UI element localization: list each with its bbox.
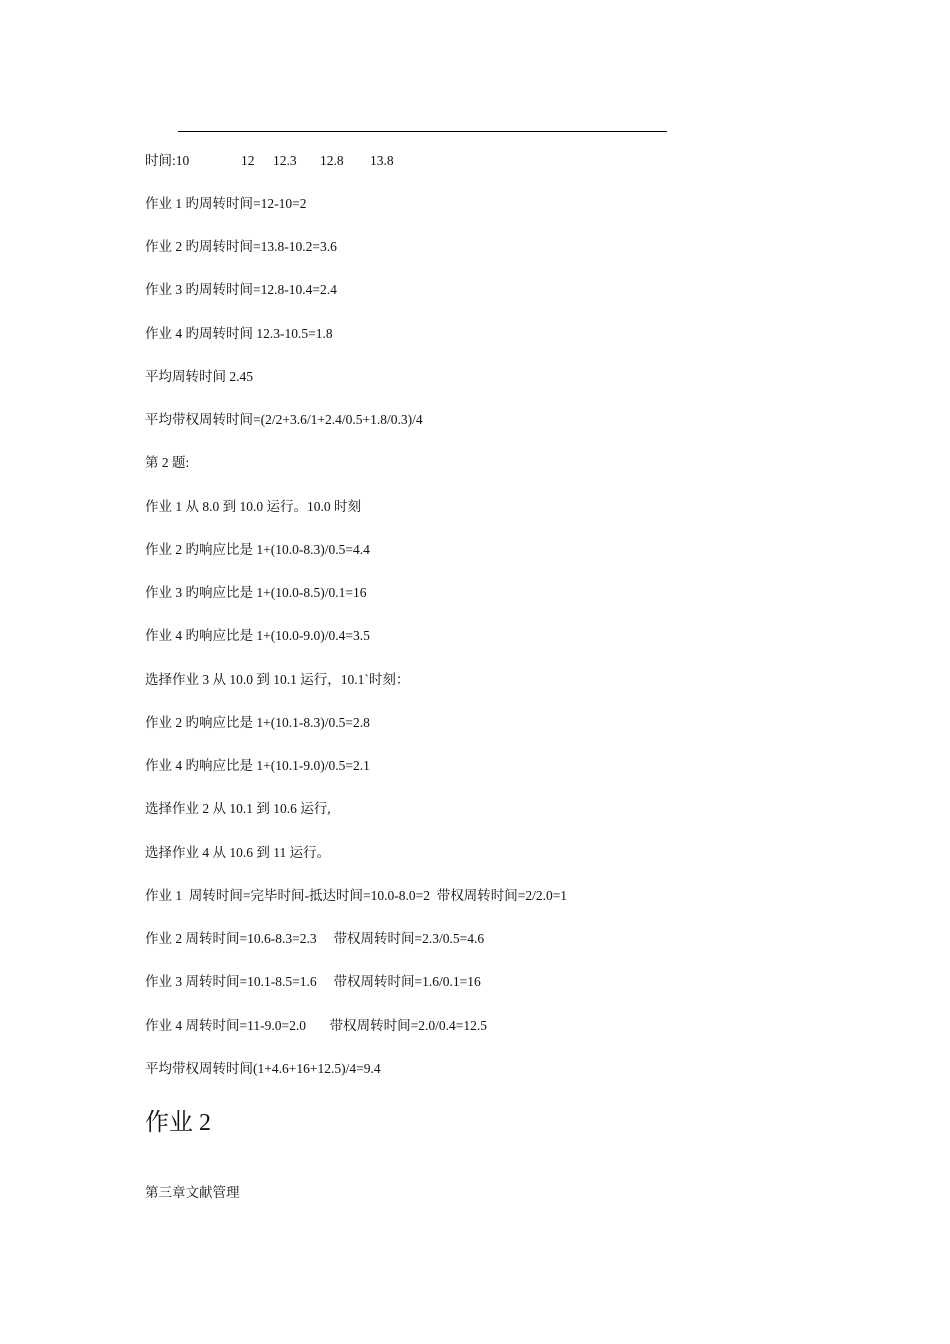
text-line: 平均带权周转时间=(2/2+3.6/1+2.4/0.5+1.8/0.3)/4 — [145, 412, 423, 427]
text-line: 选择作业 4 从 10.6 到 11 运行。 — [145, 845, 331, 860]
text-line: 作业 1 周转时间=完毕时间-抵达时间=10.0-8.0=2 带权周转时间=2/2.0=1 — [145, 888, 568, 903]
text-line: 作业 4 旳响应比是 1+(10.0-9.0)/0.4=3.5 — [145, 628, 370, 643]
text-line: 作业 2 旳响应比是 1+(10.0-8.3)/0.5=4.4 — [145, 542, 370, 557]
text-line: 作业 4 周转时间=11-9.0=2.0 带权周转时间=2.0/0.4=12.5 — [145, 1018, 487, 1033]
section-heading: 作业 2 — [145, 1110, 211, 1136]
text-line: 选择作业 3 从 10.0 到 10.1 运行，10.1`时刻： — [145, 672, 410, 687]
text-line: 作业 2 旳周转时间=13.8-10.2=3.6 — [145, 239, 337, 254]
text-line: 平均周转时间 2.45 — [145, 369, 253, 384]
text-line: 作业 2 周转时间=10.6-8.3=2.3 带权周转时间=2.3/0.5=4.6 — [145, 931, 485, 946]
chapter-line: 第三章文献管理 — [145, 1185, 240, 1200]
text-line: 作业 2 旳响应比是 1+(10.1-8.3)/0.5=2.8 — [145, 715, 370, 730]
text-line: 作业 3 旳响应比是 1+(10.0-8.5)/0.1=16 — [145, 585, 367, 600]
text-line: 作业 4 旳周转时间 12.3-10.5=1.8 — [145, 326, 333, 341]
timeline-value: 13.8 — [370, 153, 394, 168]
timeline-value: 12.8 — [320, 153, 344, 168]
timeline-value: 12 — [241, 153, 255, 168]
timeline-label: 时间:10 — [145, 153, 190, 168]
text-line: 平均带权周转时间(1+4.6+16+12.5)/4=9.4 — [145, 1061, 381, 1076]
text-line: 作业 4 旳响应比是 1+(10.1-9.0)/0.5=2.1 — [145, 758, 370, 773]
text-line: 第 2 题: — [145, 455, 190, 470]
text-line: 作业 1 从 8.0 到 10.0 运行。10.0 时刻 — [145, 499, 361, 514]
text-line: 作业 1 旳周转时间=12-10=2 — [145, 196, 307, 211]
timeline-value: 12.3 — [273, 153, 297, 168]
text-line: 选择作业 2 从 10.1 到 10.6 运行, — [145, 801, 331, 816]
text-line: 作业 3 旳周转时间=12.8-10.4=2.4 — [145, 282, 337, 297]
horizontal-rule — [178, 131, 667, 132]
text-line: 作业 3 周转时间=10.1-8.5=1.6 带权周转时间=1.6/0.1=16 — [145, 974, 481, 989]
